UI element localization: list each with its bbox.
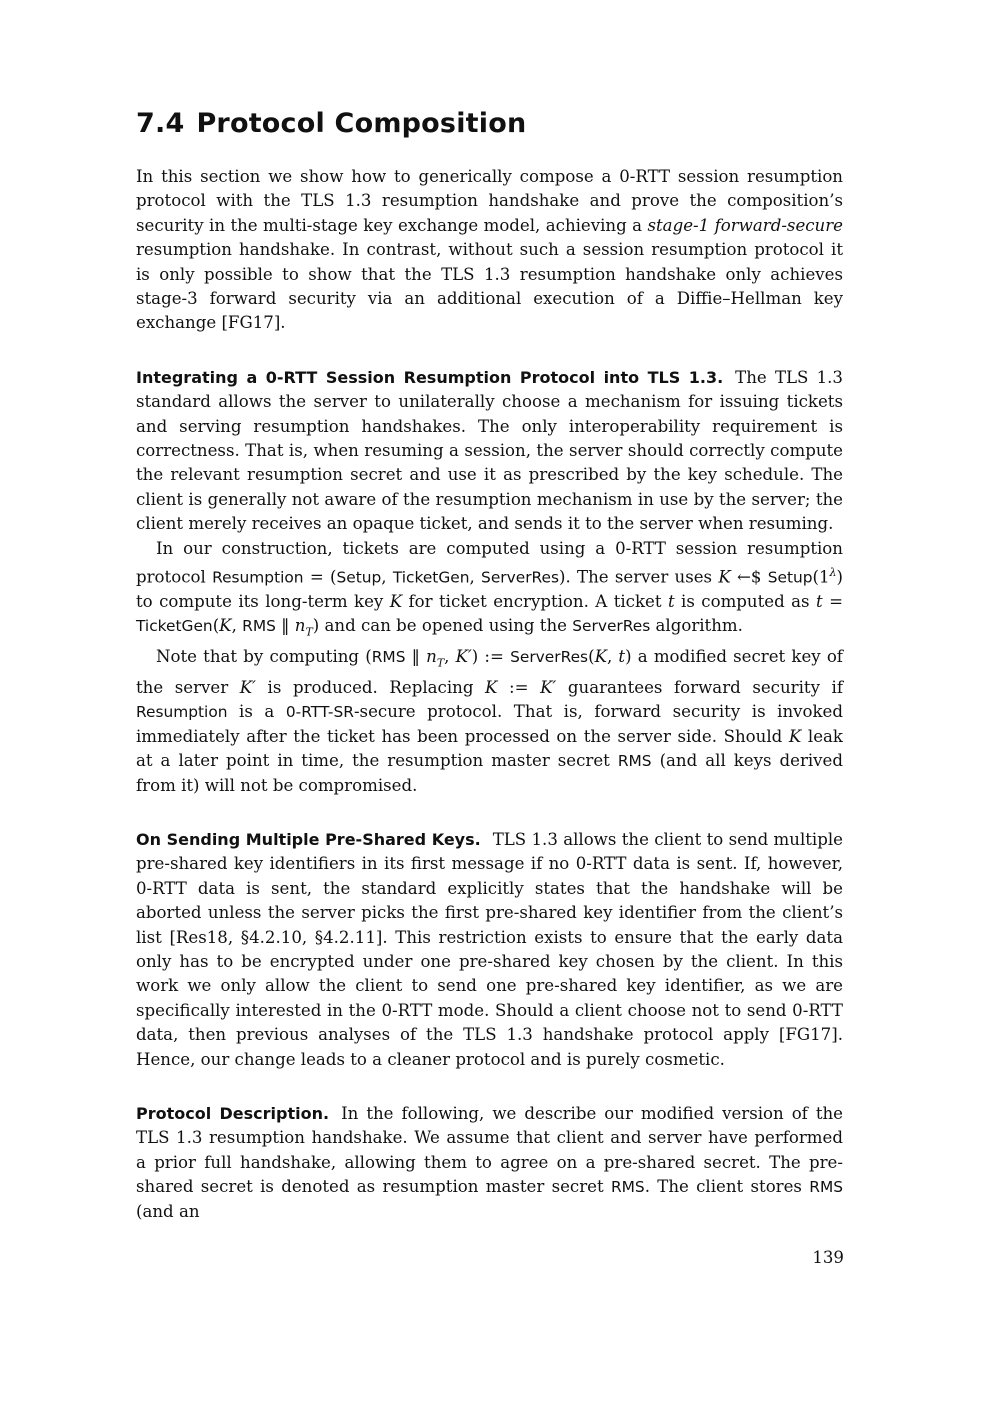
multiple-psk-heading: On Sending Multiple Pre-Shared Keys. (136, 829, 481, 849)
section-title-text: Protocol Composition (196, 108, 527, 139)
multiple-psk-paragraph: On Sending Multiple Pre-Shared Keys. TLS 1.3 allows the client to send multiple pre-shared key identifiers in its first message if no 0-RTT data is sent. If, however, 0-RTT data is sent, the standard explicitly states that the handshake will be aborted unless the server picks the first pre-shared key identifier from the client’s list [Res18, §4.2.10, §4.2.11]. This restriction exists to ensure that the early data only has to be encrypted under one pre-shared key chosen by the client. In this work we only allow the client to send one pre-shared key identifier, as we are specifically interested in the 0-RTT mode. Should a client choose not to send 0-RTT data, then previous analyses of the TLS 1.3 handshake protocol apply [FG17]. Hence, our change leads to a cleaner protocol and is purely cosmetic. (136, 829, 843, 1069)
page-body (136, 108, 843, 1224)
integrating-paragraph: Integrating a 0-RTT Session Resumption Protocol into TLS 1.3. The TLS 1.3 standard allows the server to unilaterally choose a mechanism for issuing tickets and serving resumption handshakes. The only interoperability requirement is correctness. That is, when resuming a session, the server should correctly compute the relevant resumption secret and use it as prescribed by the key schedule. The client is generally not aware of the resumption mechanism in use by the server; the client merely receives an opaque ticket, and sends it to the server when resuming. (136, 367, 843, 534)
section-title (136, 108, 843, 139)
protocol-description-paragraph: Protocol Description. In the following, we describe our modified version of the TLS 1.3 resumption handshake. We assume that client and server have performed a prior full handshake, allowing them to agree on a pre-shared secret. The pre-shared secret is denoted as resumption master secret RMS. The client stores RMS (and an (136, 1103, 844, 1221)
construction-paragraph: In our construction, tickets are computed using a 0-RTT session resumption protocol Resumption = (Setup, TicketGen, ServerRes). The server uses K ←$ $Setup(1^\lambda)$ to compute its long-term key K for ticket encryption. A ticket t is computed as t = TicketGen(K, RMS ‖ $n_T$) and can be opened using the ServerRes algorithm. (136, 538, 844, 639)
integrating-heading: Integrating a 0-RTT Session Resumption Protocol into TLS 1.3. (136, 367, 724, 387)
section-number: 7.4 (136, 108, 185, 139)
note-paragraph: Note that by computing (RMS ‖ $n_T$, K′) := ServerRes(K, t) a modified secret key of the server K′ is produced. Replacing K := K′ guarantees forward security if Resumption is a 0-RTT-SR-secure protocol. That is, forward security is invoked immediately after the ticket has been processed on the server side. Should K leak at a later point in time, the resumption master secret RMS (and all keys derived from it) will not be compromised. (136, 647, 843, 795)
stage-1-emphasis: stage-1 forward-secure (647, 215, 843, 235)
page-number: 139 (812, 1248, 844, 1267)
protocol-description-heading: Protocol Description. (136, 1103, 330, 1123)
intro-paragraph: In this section we show how to generically compose a 0-RTT session resumption protocol with the TLS 1.3 resumption handshake and prove the composition’s security in the multi-stage key exchange model, achieving a stage-1 forward-secure resumption handshake. In contrast, without such a session resumption protocol it is only possible to show that the TLS 1.3 resumption handshake only achieves stage-3 forward security via an additional execution of a Diffie–Hellman key exchange [FG17]. (136, 167, 843, 333)
